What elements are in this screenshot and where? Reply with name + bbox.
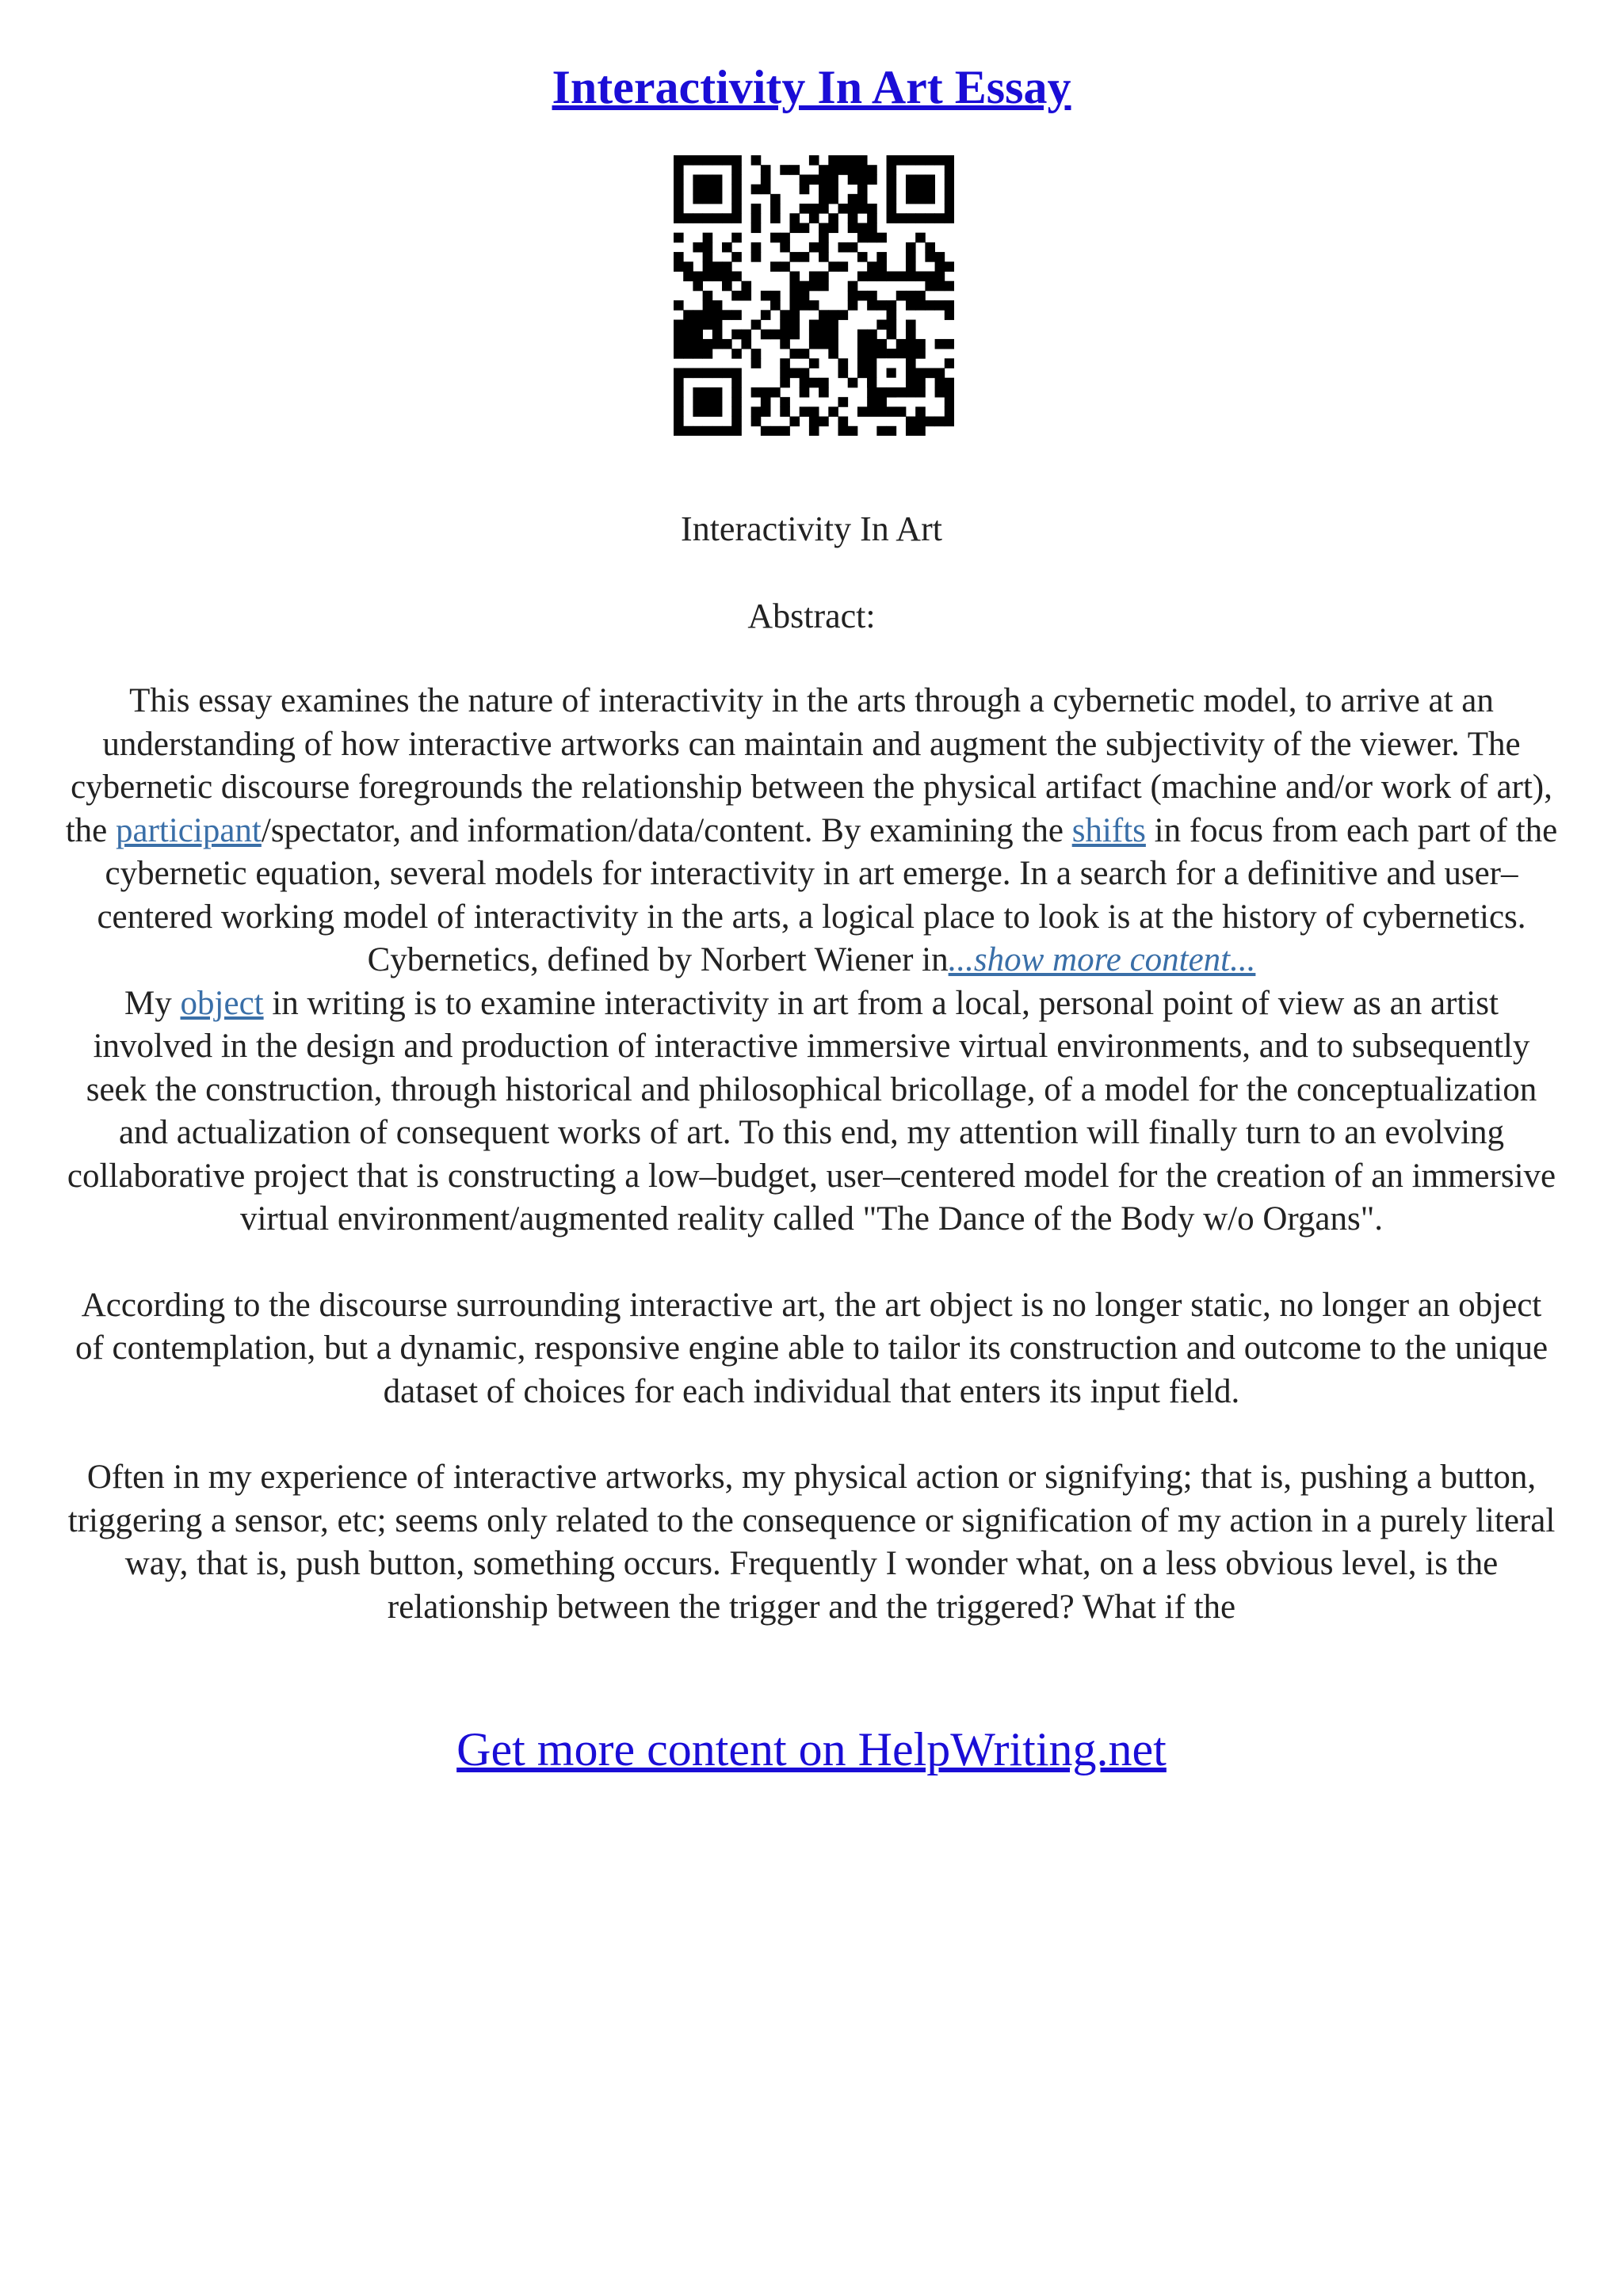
page-title bbox=[0, 55, 1623, 119]
paragraph-3: According to the discourse surrounding interactive art, the art object is no longer static, no longer an object of contemplation, but a dynamic, responsive engine able to tailor its construction and outcome to the unique dataset of choices for each individual that enters its input field. bbox=[74, 1286, 1549, 1410]
show-more-link[interactable]: ...show more content... bbox=[948, 941, 1256, 978]
paragraph-2 bbox=[63, 982, 1560, 1241]
paragraph-1 bbox=[63, 680, 1560, 982]
footer bbox=[0, 1718, 1623, 1781]
essay-body bbox=[63, 680, 1560, 1672]
shifts-link[interactable]: shifts bbox=[1071, 811, 1146, 849]
paragraph-1-text-b: /spectator, and information/data/content. By examining the bbox=[261, 811, 1072, 849]
abstract-heading: Abstract: bbox=[747, 597, 876, 635]
paragraph-1-text-a: This essay examines the nature of interactivity in the arts through a cybernetic model, to arrive at an understanding of how interactive artworks can maintain and augment the subjectivity of the viewer. The cybernetic discourse foregrounds the relationship between the physical artifact (machine and/or work of art), the bbox=[65, 682, 1552, 849]
paragraph-1-text-c: in focus from each part of the cybernetic equation, several models for interactivity in art emerge. In a search for a definitive and user–centered working model of interactivity in the arts, a logical place to look is at the history of cybernetics. Cybernetics, defined by Norbert Wiener in bbox=[97, 811, 1558, 978]
participant-link[interactable]: participant bbox=[116, 811, 262, 849]
helpwriting-link[interactable]: Get more content on HelpWriting.net bbox=[456, 1723, 1167, 1775]
paragraph-2-text-a: My bbox=[124, 984, 181, 1022]
title-link[interactable]: Interactivity In Art Essay bbox=[552, 61, 1071, 113]
object-link[interactable]: object bbox=[180, 984, 264, 1022]
paragraph-4: Often in my experience of interactive artworks, my physical action or signifying; that is, pushing a button, triggering a sensor, etc; seems only related to the consequence or signification of my action in a purely literal way, that is, push button, something occurs. Frequently I wonder what, on a less obvious level, is the relationship between the trigger and the triggered? What if the bbox=[67, 1459, 1556, 1626]
paragraph-2-text-b: in writing is to examine interactivity in art from a local, personal point of view as an artist involved in the design and production of interactive immersive virtual environments, and to subsequently seek the construction, through historical and philosophical bricollage, of a model for the conceptualization and actualization of consequent works of art. To this end, my attention will finally turn to an evolving collaborative project that is constructing a low–budget, user–centered model for the creation of an immersive virtual environment/augmented reality called "The Dance of the Body w/o Organs". bbox=[67, 984, 1556, 1238]
essay-subtitle: Interactivity In Art bbox=[681, 509, 942, 548]
qr-code-icon bbox=[674, 155, 954, 436]
